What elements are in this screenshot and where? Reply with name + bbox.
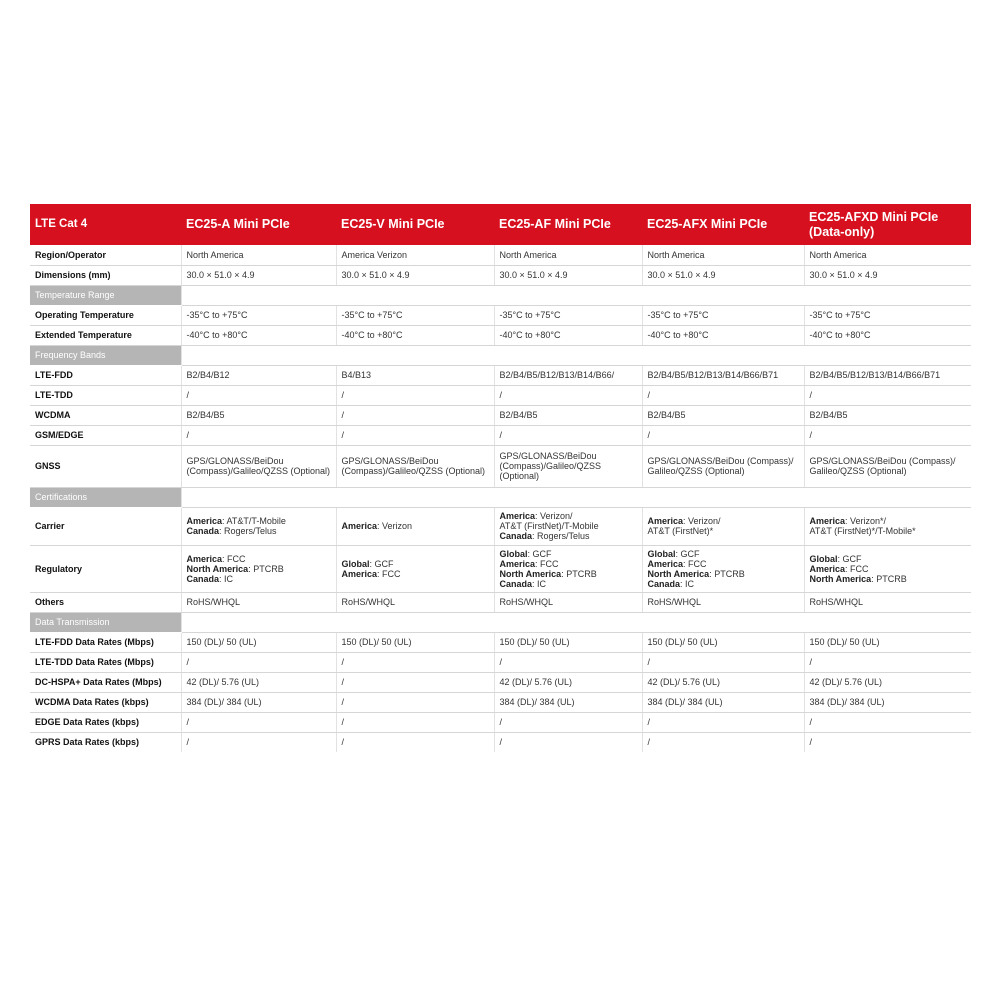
cell-key: North America — [647, 568, 710, 579]
cell-line — [648, 569, 799, 579]
cell-line — [500, 549, 637, 559]
cell-value: : FCC — [845, 563, 869, 574]
table-cell: 150 (DL)/ 50 (UL) — [494, 632, 642, 652]
table-row — [30, 405, 971, 425]
table-cell — [181, 545, 336, 592]
product-heading: EC25-AFXD Mini PCIe (Data-only) — [809, 209, 939, 239]
product-heading: EC25-A Mini PCIe — [186, 217, 290, 231]
cell-value: : Rogers/Telus — [219, 526, 277, 536]
table-cell: North America — [642, 245, 804, 265]
table-cell: 42 (DL)/ 5.76 (UL) — [804, 672, 971, 692]
product-heading: EC25-V Mini PCIe — [341, 217, 445, 231]
table-cell — [336, 545, 494, 592]
section-title: Temperature Range — [30, 285, 181, 305]
cell-line — [342, 569, 489, 579]
table-cell: / — [642, 732, 804, 752]
cell-line — [648, 526, 799, 536]
table-row — [30, 325, 971, 345]
table-cell — [494, 507, 642, 545]
cell-key: Global — [809, 553, 838, 564]
cell-value: : Verizon*/ — [845, 516, 887, 526]
cell-value: : FCC — [683, 558, 707, 569]
table-row — [30, 732, 971, 752]
table-cell: RoHS/WHQL — [336, 592, 494, 612]
table-cell: / — [181, 385, 336, 405]
table-cell: B2/B4/B5 — [494, 405, 642, 425]
table-cell: 150 (DL)/ 50 (UL) — [804, 632, 971, 652]
spec-table-container — [30, 204, 971, 752]
table-cell: B2/B4/B5/B12/B13/B14/B66/B71 — [642, 365, 804, 385]
cell-value: AT&T (FirstNet)*/T-Mobile* — [809, 526, 916, 536]
table-cell: / — [181, 732, 336, 752]
cell-line — [810, 564, 967, 574]
section-header-row — [30, 612, 971, 632]
cell-key: America — [499, 511, 536, 521]
section-spacer — [181, 612, 971, 632]
cell-value: : IC — [532, 578, 547, 589]
cell-value: : IC — [219, 573, 234, 584]
table-cell — [336, 507, 494, 545]
table-row — [30, 652, 971, 672]
table-cell: 42 (DL)/ 5.76 (UL) — [181, 672, 336, 692]
cell-line — [342, 559, 489, 569]
row-label: LTE-TDD Data Rates (Mbps) — [30, 652, 181, 672]
table-cell: B2/B4/B5/B12/B13/B14/B66/B71 — [804, 365, 971, 385]
table-cell: / — [336, 385, 494, 405]
cell-value: AT&T (FirstNet)* — [647, 526, 714, 536]
row-label: DC-HSPA+ Data Rates (Mbps) — [30, 672, 181, 692]
section-title: Data Transmission — [30, 612, 181, 632]
cell-value: : PTCRB — [709, 568, 745, 579]
cell-value: : PTCRB — [871, 573, 907, 584]
table-cell: 30.0 × 51.0 × 4.9 — [494, 265, 642, 285]
cell-line — [500, 531, 637, 541]
cell-key: America — [809, 516, 846, 526]
table-cell — [494, 545, 642, 592]
table-cell: -40°C to +80°C — [494, 325, 642, 345]
table-row — [30, 592, 971, 612]
row-label: Dimensions (mm) — [30, 265, 181, 285]
table-cell: 30.0 × 51.0 × 4.9 — [804, 265, 971, 285]
table-row — [30, 445, 971, 487]
cell-line — [187, 554, 331, 564]
cell-value: AT&T (FirstNet)/T-Mobile — [499, 521, 599, 531]
cell-value: : Verizon — [377, 521, 413, 531]
table-cell: / — [336, 732, 494, 752]
table-cell: B2/B4/B5 — [181, 405, 336, 425]
table-row — [30, 507, 971, 545]
table-cell: / — [181, 712, 336, 732]
cell-key: America — [647, 516, 684, 526]
cell-key: North America — [809, 573, 872, 584]
table-cell: B4/B13 — [336, 365, 494, 385]
table-row — [30, 692, 971, 712]
table-row — [30, 425, 971, 445]
row-label: WCDMA Data Rates (kbps) — [30, 692, 181, 712]
table-cell: / — [181, 652, 336, 672]
table-cell: / — [494, 425, 642, 445]
table-cell: B2/B4/B5 — [642, 405, 804, 425]
cell-value: : PTCRB — [248, 563, 284, 574]
table-cell: 30.0 × 51.0 × 4.9 — [336, 265, 494, 285]
cell-value: : FCC — [535, 558, 559, 569]
cell-value: : Verizon/ — [535, 511, 573, 521]
cell-key: Canada — [499, 531, 533, 541]
table-row — [30, 712, 971, 732]
table-cell: / — [642, 425, 804, 445]
table-cell: / — [642, 385, 804, 405]
table-cell: America Verizon — [336, 245, 494, 265]
section-title: Certifications — [30, 487, 181, 507]
table-cell: / — [494, 385, 642, 405]
table-cell — [642, 545, 804, 592]
table-cell: 42 (DL)/ 5.76 (UL) — [642, 672, 804, 692]
table-cell: RoHS/WHQL — [804, 592, 971, 612]
cell-line — [500, 579, 637, 589]
table-row — [30, 245, 971, 265]
table-row — [30, 385, 971, 405]
row-label: Others — [30, 592, 181, 612]
table-cell: / — [642, 652, 804, 672]
cell-value: : GCF — [837, 553, 862, 564]
cell-line — [648, 516, 799, 526]
cell-value: : GCF — [369, 558, 394, 569]
table-cell: / — [336, 652, 494, 672]
row-label: Regulatory — [30, 545, 181, 592]
table-cell: -35°C to +75°C — [336, 305, 494, 325]
table-cell: GPS/GLONASS/BeiDou (Compass)/Galileo/QZSS (Optional) — [181, 445, 336, 487]
cell-key: America — [341, 568, 378, 579]
table-row — [30, 365, 971, 385]
cell-value: : Rogers/Telus — [532, 531, 590, 541]
row-label: Extended Temperature — [30, 325, 181, 345]
section-header-row — [30, 285, 971, 305]
table-header — [30, 204, 971, 245]
cell-key: America — [809, 563, 846, 574]
cell-value: : GCF — [527, 548, 552, 559]
table-cell: North America — [494, 245, 642, 265]
cell-line — [187, 574, 331, 584]
section-spacer — [181, 285, 971, 305]
row-label: Region/Operator — [30, 245, 181, 265]
row-label: EDGE Data Rates (kbps) — [30, 712, 181, 732]
table-cell: RoHS/WHQL — [181, 592, 336, 612]
table-cell: -40°C to +80°C — [642, 325, 804, 345]
cell-key: America — [186, 553, 223, 564]
cell-key: Global — [647, 548, 676, 559]
table-cell: GPS/GLONASS/BeiDou (Compass)/Galileo/QZSS (Optional) — [494, 445, 642, 487]
cell-key: America — [499, 558, 536, 569]
table-cell: North America — [804, 245, 971, 265]
table-cell: 150 (DL)/ 50 (UL) — [181, 632, 336, 652]
cell-line — [648, 579, 799, 589]
cell-line — [648, 549, 799, 559]
cell-key: Canada — [647, 578, 681, 589]
table-cell — [181, 507, 336, 545]
row-label: GNSS — [30, 445, 181, 487]
cell-line — [187, 564, 331, 574]
cell-line — [810, 554, 967, 564]
cell-line — [500, 521, 637, 531]
table-cell: / — [804, 385, 971, 405]
table-row — [30, 672, 971, 692]
table-cell: 384 (DL)/ 384 (UL) — [642, 692, 804, 712]
table-cell: 42 (DL)/ 5.76 (UL) — [494, 672, 642, 692]
table-cell: / — [804, 712, 971, 732]
row-label: Carrier — [30, 507, 181, 545]
table-cell: -35°C to +75°C — [494, 305, 642, 325]
table-cell: GPS/GLONASS/BeiDou (Compass)/Galileo/QZSS (Optional) — [336, 445, 494, 487]
table-cell: / — [494, 732, 642, 752]
table-cell: / — [494, 652, 642, 672]
cell-key: North America — [186, 563, 249, 574]
table-row — [30, 632, 971, 652]
cell-key: Canada — [186, 526, 220, 536]
cell-key: Global — [341, 558, 370, 569]
cell-key: Canada — [186, 573, 220, 584]
cell-value: : Verizon/ — [683, 516, 721, 526]
cell-line — [810, 574, 967, 584]
table-cell: 150 (DL)/ 50 (UL) — [642, 632, 804, 652]
table-cell: 30.0 × 51.0 × 4.9 — [642, 265, 804, 285]
header-row — [30, 204, 971, 245]
cell-key: America — [647, 558, 684, 569]
table-cell — [804, 545, 971, 592]
row-label: WCDMA — [30, 405, 181, 425]
table-cell — [804, 507, 971, 545]
table-row — [30, 545, 971, 592]
table-row — [30, 265, 971, 285]
row-label: LTE-TDD — [30, 385, 181, 405]
table-cell: North America — [181, 245, 336, 265]
table-cell: -40°C to +80°C — [804, 325, 971, 345]
table-cell: GPS/GLONASS/BeiDou (Compass)/ Galileo/QZSS (Optional) — [804, 445, 971, 487]
table-cell: 384 (DL)/ 384 (UL) — [181, 692, 336, 712]
cell-value: : GCF — [675, 548, 700, 559]
cell-line — [342, 521, 489, 531]
table-cell: / — [336, 692, 494, 712]
product-heading: EC25-AF Mini PCIe — [499, 217, 611, 231]
table-cell: 30.0 × 51.0 × 4.9 — [181, 265, 336, 285]
cell-value: : PTCRB — [561, 568, 597, 579]
table-cell: / — [804, 732, 971, 752]
spec-table — [30, 204, 971, 752]
table-cell: / — [336, 405, 494, 425]
row-label: Operating Temperature — [30, 305, 181, 325]
cell-line — [648, 559, 799, 569]
table-cell: -35°C to +75°C — [642, 305, 804, 325]
table-cell: 384 (DL)/ 384 (UL) — [494, 692, 642, 712]
cell-line — [810, 516, 967, 526]
table-cell: / — [181, 425, 336, 445]
cell-line — [500, 559, 637, 569]
section-header-row — [30, 487, 971, 507]
cell-key: Global — [499, 548, 528, 559]
section-spacer — [181, 345, 971, 365]
cell-key: Canada — [499, 578, 533, 589]
table-cell: / — [494, 712, 642, 732]
cell-value: : FCC — [222, 553, 246, 564]
table-cell: / — [804, 652, 971, 672]
table-row — [30, 305, 971, 325]
row-label: GSM/EDGE — [30, 425, 181, 445]
table-cell: -35°C to +75°C — [804, 305, 971, 325]
section-spacer — [181, 487, 971, 507]
table-cell: / — [336, 425, 494, 445]
table-cell: -35°C to +75°C — [181, 305, 336, 325]
section-title: Frequency Bands — [30, 345, 181, 365]
row-label: LTE-FDD — [30, 365, 181, 385]
section-header-row — [30, 345, 971, 365]
table-cell: GPS/GLONASS/BeiDou (Compass)/ Galileo/QZSS (Optional) — [642, 445, 804, 487]
cell-line — [500, 569, 637, 579]
cell-line — [187, 516, 331, 526]
table-cell: 384 (DL)/ 384 (UL) — [804, 692, 971, 712]
table-cell: / — [804, 425, 971, 445]
cell-line — [500, 511, 637, 521]
table-cell: RoHS/WHQL — [494, 592, 642, 612]
table-cell: / — [336, 672, 494, 692]
table-cell: B2/B4/B5 — [804, 405, 971, 425]
table-cell: -40°C to +80°C — [181, 325, 336, 345]
table-cell: RoHS/WHQL — [642, 592, 804, 612]
row-label: LTE-FDD Data Rates (Mbps) — [30, 632, 181, 652]
table-cell: 150 (DL)/ 50 (UL) — [336, 632, 494, 652]
table-cell: -40°C to +80°C — [336, 325, 494, 345]
table-cell — [642, 507, 804, 545]
table-cell: B2/B4/B5/B12/B13/B14/B66/ — [494, 365, 642, 385]
cell-key: America — [341, 521, 378, 531]
category-heading: LTE Cat 4 — [35, 218, 88, 230]
cell-value: : AT&T/T-Mobile — [222, 516, 286, 526]
table-cell: / — [642, 712, 804, 732]
table-cell: / — [336, 712, 494, 732]
product-heading: EC25-AFX Mini PCIe — [647, 217, 768, 231]
cell-line — [187, 526, 331, 536]
cell-value: : FCC — [377, 568, 401, 579]
cell-key: North America — [499, 568, 562, 579]
row-label: GPRS Data Rates (kbps) — [35, 737, 140, 748]
table-cell: B2/B4/B12 — [181, 365, 336, 385]
cell-line — [810, 526, 967, 536]
table-body — [30, 245, 971, 752]
cell-value: : IC — [680, 578, 695, 589]
cell-key: America — [186, 516, 223, 526]
